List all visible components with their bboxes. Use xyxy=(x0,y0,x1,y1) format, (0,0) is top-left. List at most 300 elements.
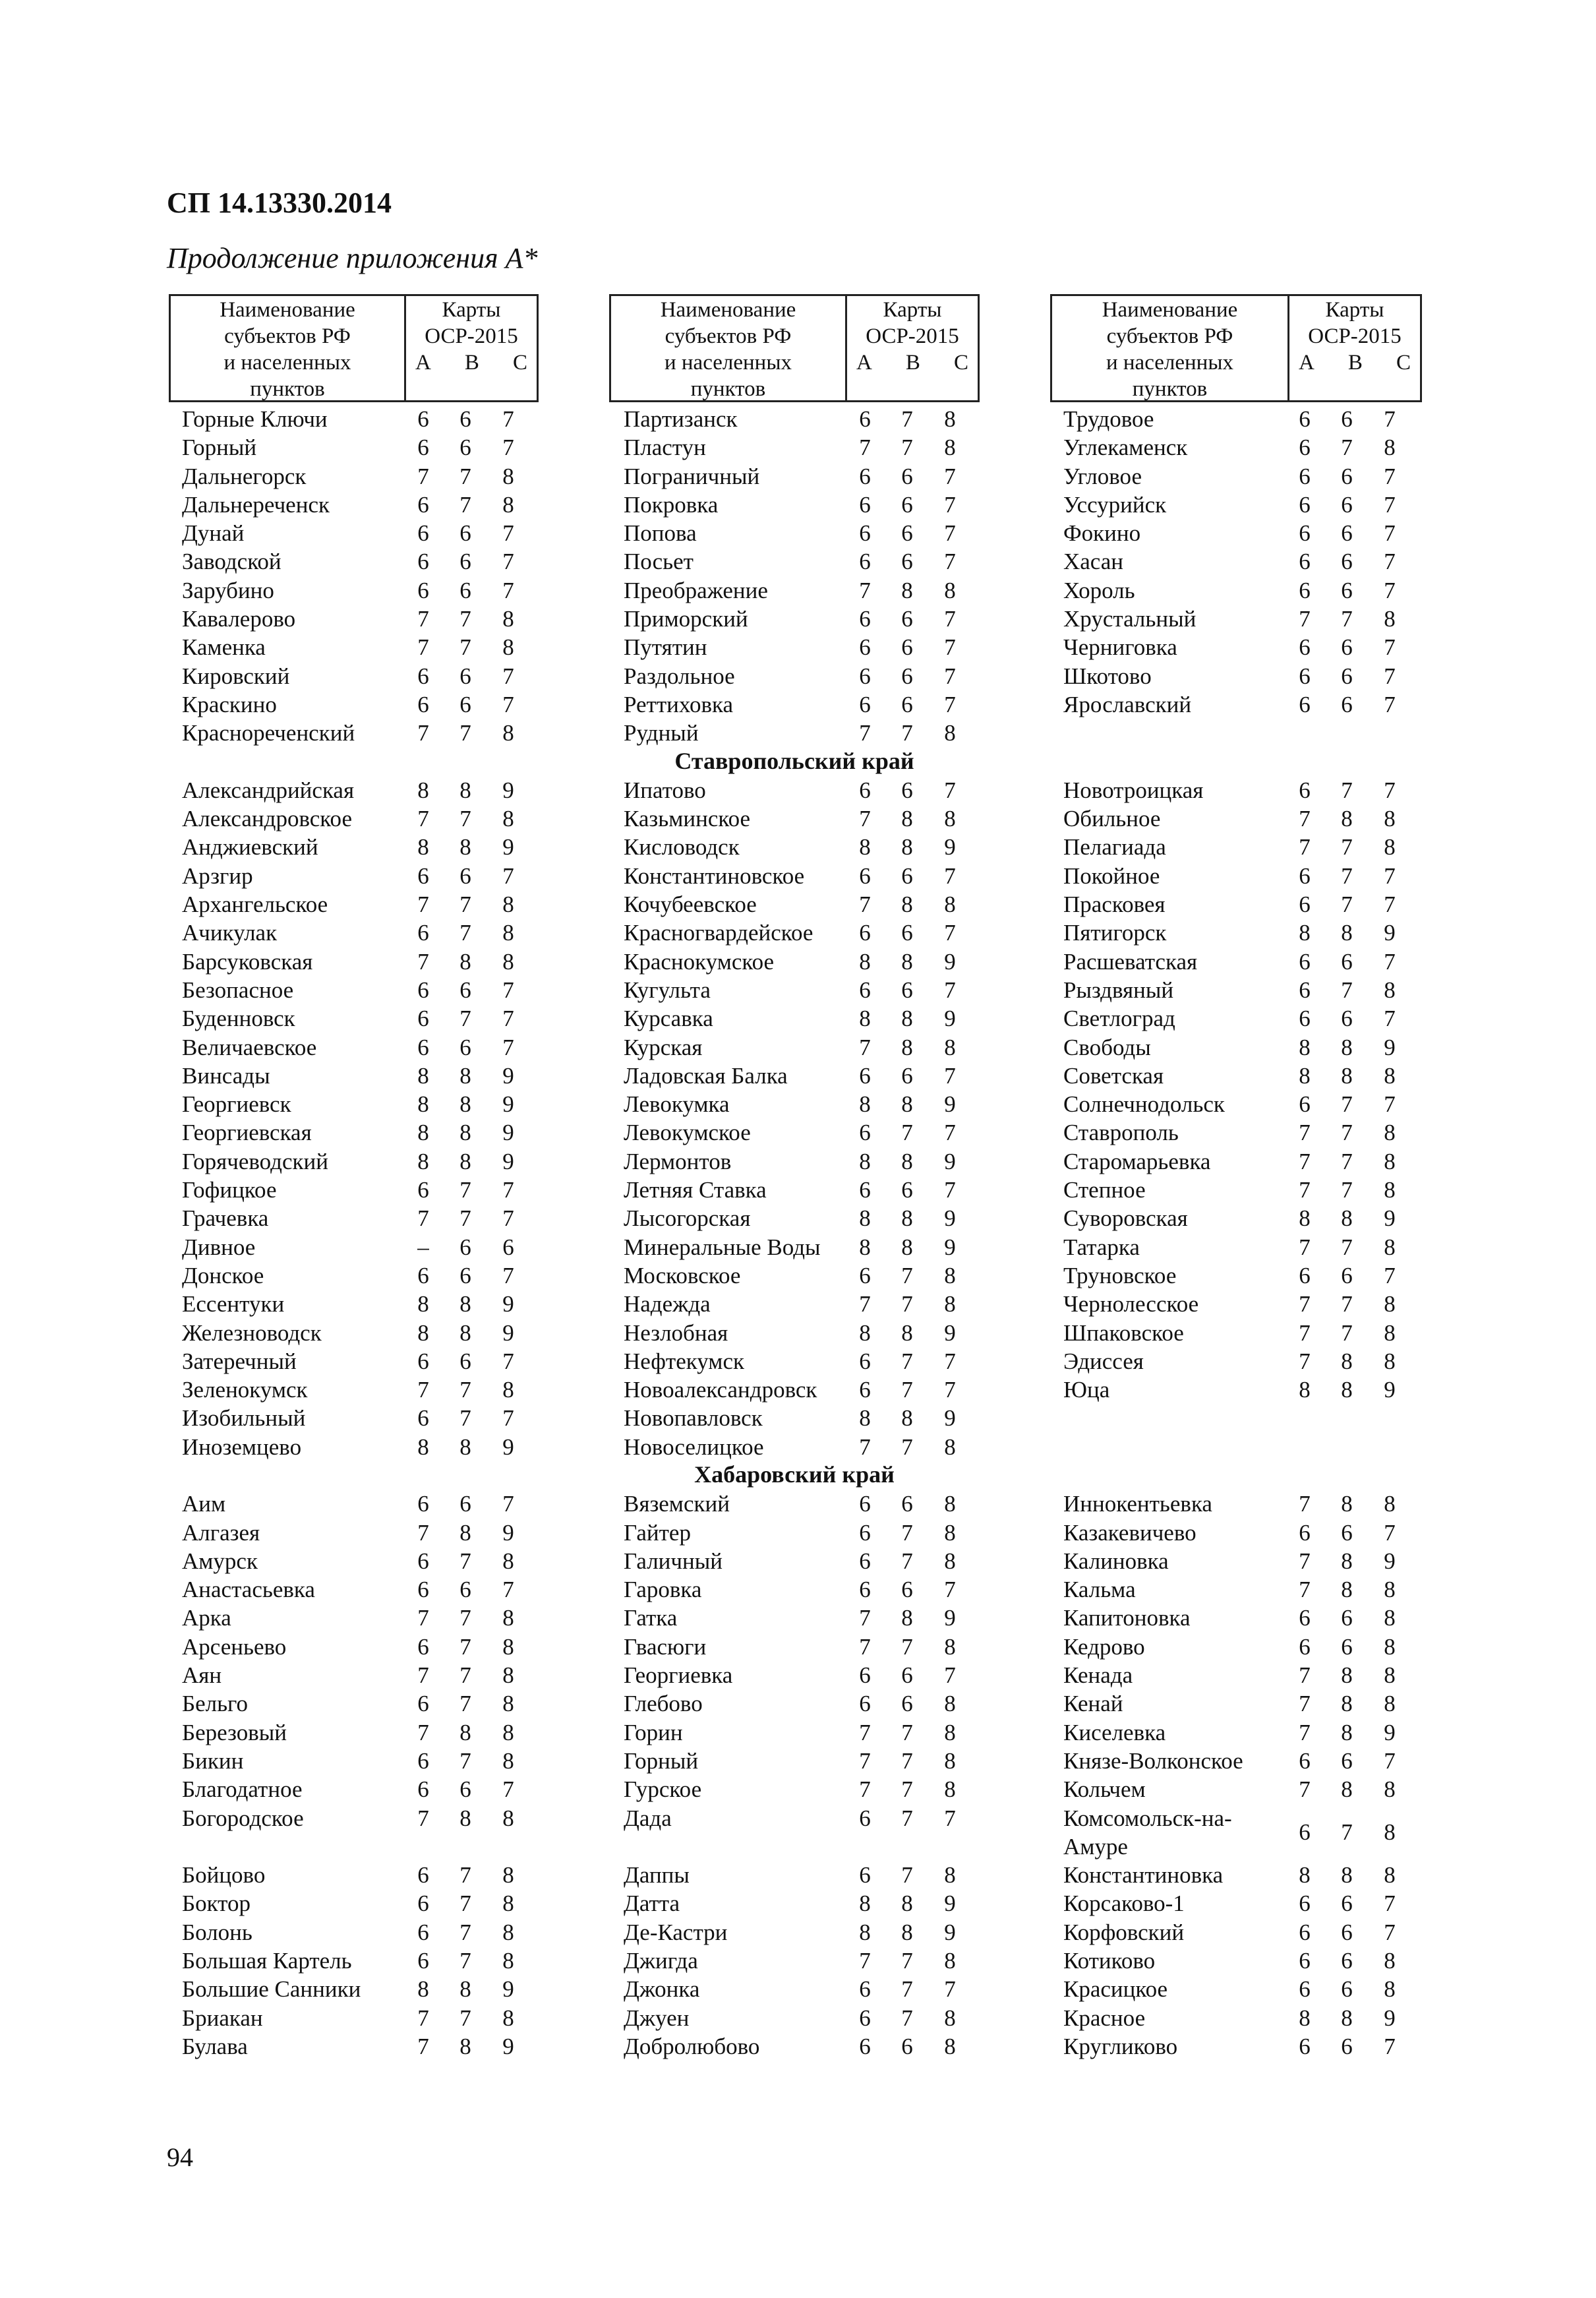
value-c: 7 xyxy=(944,1976,956,2003)
value-a: 7 xyxy=(1299,1177,1311,1203)
table-row xyxy=(624,1204,1019,1232)
table-row xyxy=(1063,1033,1459,1062)
value-a: 6 xyxy=(859,1262,871,1288)
place-name: Комсомольск-на-Амуре xyxy=(1063,1805,1232,1860)
value-c: 7 xyxy=(502,1006,514,1032)
table-row xyxy=(182,1775,577,1803)
place-name: Корфовский xyxy=(1063,1919,1185,1945)
value-c: 9 xyxy=(1384,1205,1396,1232)
value-c: 7 xyxy=(502,691,514,717)
table-row xyxy=(1063,1547,1459,1575)
value-c: 8 xyxy=(502,806,514,832)
value-c: 7 xyxy=(1384,463,1396,489)
value-c: 7 xyxy=(502,1405,514,1432)
table-row xyxy=(624,1347,1019,1376)
value-a: 6 xyxy=(1299,1948,1311,1974)
value-a: 7 xyxy=(859,435,871,461)
value-a: 7 xyxy=(1299,834,1311,861)
value-b: 8 xyxy=(459,1805,471,1831)
value-a: 7 xyxy=(417,2033,429,2059)
value-c: 7 xyxy=(944,634,956,661)
continuation-title: Продолжение приложения А* xyxy=(167,242,538,274)
page-number: 94 xyxy=(167,2142,193,2172)
table-row xyxy=(182,1233,577,1261)
value-a: 7 xyxy=(417,634,429,661)
place-name: Новопавловск xyxy=(624,1405,763,1432)
value-c: 7 xyxy=(1384,862,1396,889)
value-c: 7 xyxy=(502,1776,514,1803)
spacer-row xyxy=(1063,1461,1459,1490)
table-row xyxy=(182,433,577,462)
place-name: Ярославский xyxy=(1063,691,1192,717)
value-a: 6 xyxy=(859,1348,871,1374)
place-name: Буденновск xyxy=(182,1006,295,1032)
place-name: Суворовская xyxy=(1063,1205,1188,1232)
place-name: Реттиховка xyxy=(624,691,734,717)
value-b: 7 xyxy=(459,491,471,518)
place-name: Ессентуки xyxy=(182,1291,285,1317)
value-b: 6 xyxy=(1341,1633,1353,1660)
table-row xyxy=(624,690,1019,719)
table-row xyxy=(1063,1661,1459,1689)
value-b: 8 xyxy=(459,1091,471,1118)
table-row xyxy=(624,1319,1019,1347)
table-row xyxy=(182,1975,577,2003)
value-b: 8 xyxy=(459,834,471,861)
value-a: 6 xyxy=(417,1691,429,1717)
table-row xyxy=(182,1718,577,1747)
value-b: 6 xyxy=(901,1177,913,1203)
place-name: Казьминское xyxy=(624,806,751,832)
table-row xyxy=(1063,1519,1459,1547)
value-a: 7 xyxy=(417,1719,429,1745)
value-c: 8 xyxy=(502,1633,514,1660)
table-row xyxy=(1063,776,1459,804)
value-c: 9 xyxy=(502,777,514,803)
value-a: 6 xyxy=(859,1662,871,1689)
table-row xyxy=(624,1889,1019,1918)
value-b: 6 xyxy=(1341,491,1353,518)
value-a: 6 xyxy=(1299,1633,1311,1660)
value-a: 6 xyxy=(859,520,871,547)
value-b: 8 xyxy=(901,577,913,603)
place-name: Добролюбово xyxy=(624,2033,760,2059)
value-b: 8 xyxy=(1341,1862,1353,1889)
place-name: Обильное xyxy=(1063,806,1161,832)
place-name: Горячеводский xyxy=(182,1148,328,1174)
table-row xyxy=(182,405,577,433)
value-c: 8 xyxy=(944,1291,956,1317)
place-name: Угловое xyxy=(1063,463,1142,489)
place-name: Новоселицкое xyxy=(624,1434,764,1460)
place-name: Иннокентьевка xyxy=(1063,1491,1212,1517)
value-a: 6 xyxy=(859,463,871,489)
place-name: Эдиссея xyxy=(1063,1348,1144,1374)
value-c: 9 xyxy=(944,1205,956,1232)
header-name-line: и населенных xyxy=(223,351,351,375)
header-name-line: пунктов xyxy=(250,377,325,401)
place-name: Галичный xyxy=(624,1548,723,1574)
value-c: 8 xyxy=(502,1747,514,1774)
value-b: 8 xyxy=(459,1291,471,1317)
spacer-row xyxy=(1063,1404,1459,1432)
table-row xyxy=(624,605,1019,633)
value-b: 6 xyxy=(901,1062,913,1089)
value-a: 7 xyxy=(859,1776,871,1803)
value-c: 7 xyxy=(944,977,956,1003)
value-b: 8 xyxy=(1341,1377,1353,1403)
table-row xyxy=(182,1661,577,1689)
table-row xyxy=(1063,1889,1459,1918)
place-name: Аян xyxy=(182,1662,222,1689)
value-c: 9 xyxy=(502,1148,514,1174)
value-b: 7 xyxy=(1341,1091,1353,1118)
value-c: 8 xyxy=(1384,834,1396,861)
value-b: 8 xyxy=(459,1719,471,1745)
place-name: Гайтер xyxy=(624,1519,691,1546)
table-row xyxy=(624,1975,1019,2003)
table-header-col2 xyxy=(609,294,980,402)
value-c: 9 xyxy=(502,2033,514,2059)
value-b: 7 xyxy=(901,1120,913,1146)
value-a: 7 xyxy=(1299,1319,1311,1346)
table-row xyxy=(624,976,1019,1004)
value-c: 7 xyxy=(944,491,956,518)
value-a: 8 xyxy=(417,1062,429,1089)
value-b: 6 xyxy=(901,920,913,946)
spacer-row xyxy=(182,1461,577,1490)
header-maps-subtitle: ОСР-2015 xyxy=(425,324,518,348)
value-a: 6 xyxy=(859,1577,871,1603)
place-name: Гаровка xyxy=(624,1577,702,1603)
header-name-line: и населенных xyxy=(1106,351,1234,375)
place-name: Амурск xyxy=(182,1548,258,1574)
value-a: 6 xyxy=(1299,1605,1311,1631)
value-a: 6 xyxy=(1299,948,1311,975)
table-row xyxy=(1063,1347,1459,1376)
value-b: 8 xyxy=(459,948,471,975)
place-name: Винсады xyxy=(182,1062,270,1089)
table-row xyxy=(624,948,1019,976)
value-a: 8 xyxy=(859,948,871,975)
value-b: 7 xyxy=(459,1633,471,1660)
place-name: Горный xyxy=(182,435,257,461)
value-b: 8 xyxy=(1341,1577,1353,1603)
value-b: 6 xyxy=(901,977,913,1003)
table-row xyxy=(182,1689,577,1718)
value-c: 7 xyxy=(502,1577,514,1603)
value-c: 7 xyxy=(1384,691,1396,717)
header-maps-subtitle: ОСР-2015 xyxy=(866,324,959,348)
place-name: Грачевка xyxy=(182,1205,269,1232)
value-a: 8 xyxy=(1299,2005,1311,2031)
table-row xyxy=(182,1490,577,1518)
header-maps-title: Карты xyxy=(442,298,501,322)
value-b: 7 xyxy=(1341,1291,1353,1317)
place-name: Де-Кастри xyxy=(624,1919,728,1945)
region-heading-stavropol: Ставропольский край xyxy=(674,748,914,774)
header-name-line: и населенных xyxy=(664,351,792,375)
value-a: 7 xyxy=(417,2005,429,2031)
value-a: 6 xyxy=(417,1034,429,1060)
value-c: 8 xyxy=(502,2005,514,2031)
value-a: 6 xyxy=(417,1491,429,1517)
value-c: 7 xyxy=(502,1205,514,1232)
place-name: Затеречный xyxy=(182,1348,297,1374)
value-c: 7 xyxy=(502,1348,514,1374)
value-c: 8 xyxy=(1384,1976,1396,2003)
value-b: 7 xyxy=(1341,834,1353,861)
place-name: Хасан xyxy=(1063,549,1124,575)
place-name: Кольчем xyxy=(1063,1776,1146,1803)
table-row xyxy=(624,1804,1019,1832)
header-col-b: В xyxy=(1347,351,1363,375)
spacer-row xyxy=(1063,748,1459,776)
place-name: Гурское xyxy=(624,1776,702,1803)
table-row xyxy=(182,1376,577,1404)
table-row xyxy=(624,1604,1019,1632)
value-c: 8 xyxy=(502,606,514,632)
place-name: Степное xyxy=(1063,1177,1146,1203)
value-b: 8 xyxy=(901,1405,913,1432)
table-row xyxy=(624,2004,1019,2032)
table-row xyxy=(1063,1575,1459,1604)
place-name: Горин xyxy=(624,1719,683,1745)
value-c: 8 xyxy=(944,1491,956,1517)
value-a: 6 xyxy=(859,1691,871,1717)
value-a: 6 xyxy=(859,406,871,432)
value-a: 7 xyxy=(417,1605,429,1631)
table-row xyxy=(1063,491,1459,519)
value-c: 8 xyxy=(944,806,956,832)
value-c: 8 xyxy=(502,1919,514,1945)
value-b: 8 xyxy=(459,1062,471,1089)
place-name: Незлобная xyxy=(624,1319,728,1346)
value-b: 8 xyxy=(1341,1691,1353,1717)
value-c: 7 xyxy=(944,463,956,489)
value-b: 6 xyxy=(459,1234,471,1260)
value-b: 7 xyxy=(1341,435,1353,461)
value-a: 8 xyxy=(1299,920,1311,946)
value-b: 7 xyxy=(1341,1177,1353,1203)
table-row xyxy=(1063,1376,1459,1404)
table-row xyxy=(182,890,577,919)
value-a: 7 xyxy=(417,1805,429,1831)
value-c: 8 xyxy=(1384,806,1396,832)
value-c: 8 xyxy=(944,1776,956,1803)
value-c: 7 xyxy=(944,920,956,946)
table-row xyxy=(182,862,577,890)
header-name-line: субъектов РФ xyxy=(1106,324,1233,348)
value-a: 6 xyxy=(1299,2033,1311,2059)
value-b: 8 xyxy=(901,1091,913,1118)
value-a: 7 xyxy=(417,806,429,832)
table-row xyxy=(182,1033,577,1062)
place-name: Кругликово xyxy=(1063,2033,1178,2059)
value-b: 6 xyxy=(459,1262,471,1288)
value-c: 8 xyxy=(944,2033,956,2059)
value-b: 6 xyxy=(901,634,913,661)
table-row xyxy=(1063,833,1459,861)
place-name: Булава xyxy=(182,2033,248,2059)
value-a: 6 xyxy=(1299,491,1311,518)
value-c: 8 xyxy=(502,720,514,746)
value-c: 7 xyxy=(944,862,956,889)
value-a: 6 xyxy=(859,920,871,946)
value-b: 8 xyxy=(459,2033,471,2059)
value-a: 6 xyxy=(859,2033,871,2059)
value-b: 7 xyxy=(459,1006,471,1032)
place-name: Бриакан xyxy=(182,2005,263,2031)
value-a: 8 xyxy=(859,1205,871,1232)
place-name: Горные Ключи xyxy=(182,406,328,432)
table-row xyxy=(624,1090,1019,1118)
value-a: 6 xyxy=(417,1577,429,1603)
value-b: 8 xyxy=(1341,1062,1353,1089)
value-c: 8 xyxy=(1384,1234,1396,1260)
value-c: 8 xyxy=(502,1948,514,1974)
table-row xyxy=(624,1261,1019,1290)
spacer-row xyxy=(182,748,577,776)
value-c: 9 xyxy=(944,1234,956,1260)
place-name: Рыздвяный xyxy=(1063,977,1174,1003)
value-c: 7 xyxy=(1384,1091,1396,1118)
table-row xyxy=(1063,662,1459,690)
value-c: 8 xyxy=(944,1262,956,1288)
value-b: 6 xyxy=(1341,577,1353,603)
place-name: Большая Картель xyxy=(182,1948,352,1974)
value-b: 7 xyxy=(901,1377,913,1403)
table-row xyxy=(1063,576,1459,605)
value-c: 9 xyxy=(944,1890,956,1917)
value-a: 8 xyxy=(859,1234,871,1260)
value-b: 6 xyxy=(901,549,913,575)
value-a: 6 xyxy=(1299,977,1311,1003)
value-b: 6 xyxy=(1341,2033,1353,2059)
value-c: 7 xyxy=(502,1262,514,1288)
value-a: 8 xyxy=(859,1319,871,1346)
value-a: 6 xyxy=(859,634,871,661)
value-c: 8 xyxy=(502,1862,514,1889)
value-a: 6 xyxy=(859,777,871,803)
table-row xyxy=(624,1633,1019,1661)
value-c: 8 xyxy=(502,463,514,489)
value-c: 8 xyxy=(1384,1819,1396,1845)
value-a: 8 xyxy=(417,1120,429,1146)
header-maps-subtitle: ОСР-2015 xyxy=(1308,324,1402,348)
value-b: 7 xyxy=(1341,977,1353,1003)
value-b: 7 xyxy=(1341,606,1353,632)
value-b: 8 xyxy=(1341,1662,1353,1689)
value-a: 6 xyxy=(859,691,871,717)
value-b: 8 xyxy=(901,1148,913,1174)
table-row xyxy=(624,1861,1019,1889)
value-a: – xyxy=(417,1234,429,1260)
table-row xyxy=(1063,1861,1459,1889)
value-c: 9 xyxy=(502,1976,514,2003)
value-b: 6 xyxy=(1341,520,1353,547)
table-row xyxy=(624,1376,1019,1404)
place-name: Ипатово xyxy=(624,777,706,803)
value-c: 7 xyxy=(944,1577,956,1603)
value-b: 7 xyxy=(1341,1819,1353,1845)
value-a: 8 xyxy=(1299,1034,1311,1060)
table-row xyxy=(1063,433,1459,462)
table-row xyxy=(624,919,1019,947)
place-name: Болонь xyxy=(182,1919,252,1945)
value-c: 8 xyxy=(502,491,514,518)
value-a: 6 xyxy=(859,549,871,575)
table-row xyxy=(624,2032,1019,2061)
value-c: 8 xyxy=(944,1948,956,1974)
value-c: 7 xyxy=(944,663,956,689)
table-row xyxy=(1063,690,1459,719)
value-c: 9 xyxy=(502,1319,514,1346)
table-row xyxy=(1063,890,1459,919)
value-a: 7 xyxy=(859,1633,871,1660)
value-c: 9 xyxy=(944,1919,956,1945)
value-b: 8 xyxy=(901,1205,913,1232)
value-b: 7 xyxy=(459,1177,471,1203)
value-b: 6 xyxy=(1341,1976,1353,2003)
value-a: 6 xyxy=(1299,549,1311,575)
place-name: Анджиевский xyxy=(182,834,318,861)
table-row xyxy=(182,1347,577,1376)
place-name: Красное xyxy=(1063,2005,1146,2031)
value-b: 7 xyxy=(901,1291,913,1317)
place-name: Архангельское xyxy=(182,892,328,918)
spacer-row xyxy=(182,1832,577,1861)
value-a: 6 xyxy=(417,920,429,946)
header-maps-cell xyxy=(1289,296,1420,400)
place-name: Лермонтов xyxy=(624,1148,732,1174)
value-a: 8 xyxy=(859,1148,871,1174)
value-a: 6 xyxy=(1299,1262,1311,1288)
value-c: 8 xyxy=(1384,1491,1396,1517)
place-name: Каменка xyxy=(182,634,266,661)
value-a: 7 xyxy=(417,1662,429,1689)
value-a: 7 xyxy=(859,1291,871,1317)
table-row xyxy=(182,2004,577,2032)
table-row xyxy=(182,1204,577,1232)
value-b: 8 xyxy=(901,948,913,975)
place-name: Пелагиада xyxy=(1063,834,1166,861)
value-a: 6 xyxy=(417,435,429,461)
value-b: 6 xyxy=(459,1034,471,1060)
place-name: Лысогорская xyxy=(624,1205,751,1232)
value-c: 8 xyxy=(1384,1605,1396,1631)
place-name: Левокумка xyxy=(624,1091,730,1118)
place-name: Черниговка xyxy=(1063,634,1177,661)
table-row xyxy=(182,1290,577,1318)
place-name: Углекаменск xyxy=(1063,435,1188,461)
table-row xyxy=(624,1290,1019,1318)
value-a: 6 xyxy=(417,1548,429,1574)
place-name: Даппы xyxy=(624,1862,690,1889)
table-row xyxy=(624,1519,1019,1547)
header-col-c: С xyxy=(512,351,527,375)
value-c: 7 xyxy=(1384,777,1396,803)
value-c: 7 xyxy=(502,977,514,1003)
value-c: 8 xyxy=(1384,1948,1396,1974)
table-row xyxy=(1063,2032,1459,2061)
value-c: 8 xyxy=(502,1548,514,1574)
place-name: Калиновка xyxy=(1063,1548,1169,1574)
value-b: 6 xyxy=(901,691,913,717)
value-b: 6 xyxy=(459,977,471,1003)
table-row xyxy=(182,1947,577,1975)
place-name: Джонка xyxy=(624,1976,700,2003)
